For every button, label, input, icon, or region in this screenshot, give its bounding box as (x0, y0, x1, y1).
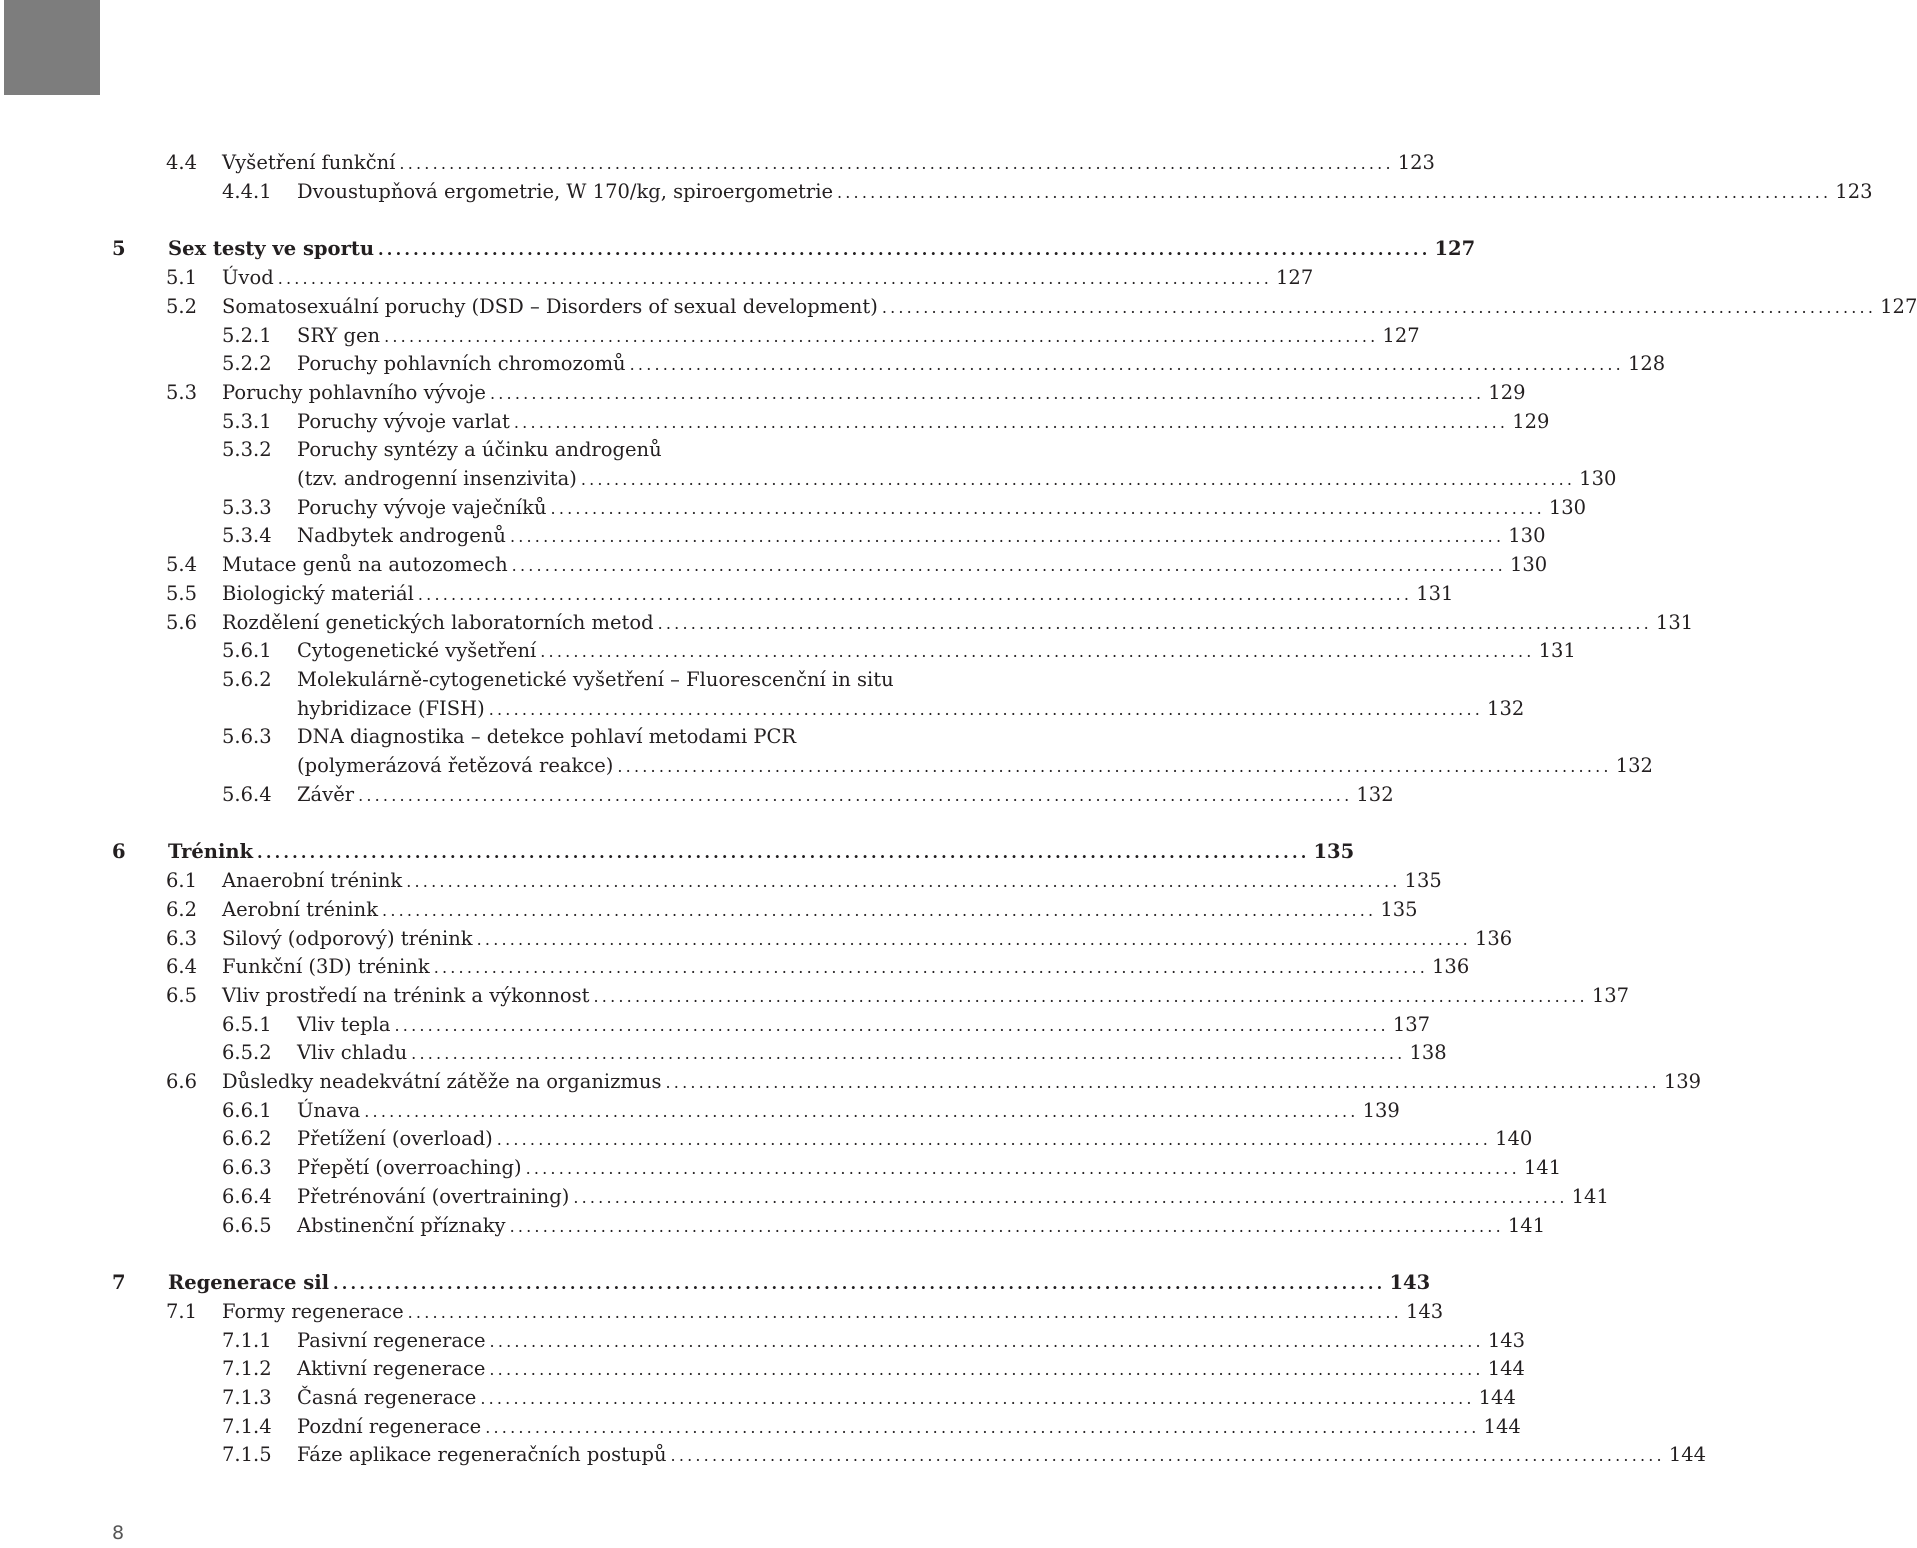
toc-entry-line (297, 1326, 1526, 1356)
toc-entry[interactable] (0, 1067, 1702, 1096)
toc-page-number: 139 (1663, 1070, 1702, 1093)
toc-leader-dots: ........................................................................................................................ (496, 1130, 1492, 1150)
toc-entry[interactable] (0, 952, 1470, 981)
toc-entry[interactable] (0, 1297, 1444, 1326)
toc-entry-continuation[interactable] (0, 694, 1525, 723)
toc-entry-line (297, 1182, 1609, 1212)
toc-entry-title: Regenerace sil (168, 1271, 330, 1295)
toc-entry-number: 5.3.3 (222, 495, 272, 519)
toc-entry-number: 6.6.1 (222, 1098, 272, 1122)
toc-page-number: 131 (1655, 610, 1694, 634)
toc-entry-number: 7 (112, 1271, 126, 1295)
toc-entry[interactable] (0, 550, 1548, 579)
toc-entry-line (297, 521, 1546, 551)
toc-leader-dots: ........................................................................................................................ (476, 929, 1471, 949)
toc-entry[interactable] (0, 177, 1873, 206)
toc-entry-number: 7.1 (166, 1299, 198, 1323)
toc-entry[interactable] (0, 1383, 1516, 1412)
toc-entry-title: Fáze aplikace regeneračních postupů (297, 1443, 667, 1467)
toc-leader-dots: ........................................................................................................................ (378, 240, 1431, 260)
toc-entry-line (297, 1412, 1521, 1442)
toc-page-number: 123 (1835, 179, 1873, 203)
toc-entry[interactable] (0, 1124, 1533, 1153)
toc-entry[interactable] (0, 1440, 1707, 1469)
toc-entry[interactable] (0, 1038, 1447, 1067)
toc-entry[interactable] (0, 636, 1576, 665)
toc-page-number: 130 (1509, 553, 1548, 577)
toc-entry-line (297, 1383, 1516, 1413)
toc-leader-dots: ........................................................................................................................ (881, 297, 1877, 317)
toc-page-number: 127 (1276, 266, 1314, 290)
toc-entry-number: 5.3.2 (222, 438, 272, 462)
toc-entry-line (168, 837, 1355, 867)
toc-entry-title: Vliv tepla (297, 1012, 391, 1036)
toc-page-number: 130 (1508, 524, 1546, 548)
toc-leader-dots: ........................................................................................................................ (509, 1216, 1504, 1236)
toc-entry[interactable] (0, 1354, 1525, 1383)
toc-page-number: 141 (1507, 1213, 1546, 1237)
toc-leader-dots: ........................................................................................................................ (489, 383, 1485, 403)
toc-entry[interactable] (0, 1096, 1400, 1125)
toc-entry-title: Únava (297, 1098, 361, 1122)
toc-entry-title-continued: (tzv. androgenní insenzivita) (297, 467, 577, 490)
toc-page-number: 130 (1548, 495, 1587, 519)
toc-entry-title: Úvod (222, 266, 274, 290)
toc-entry-line (222, 1297, 1444, 1327)
toc-entry-number: 5.2 (166, 294, 198, 318)
toc-entry-title: Formy regenerace (222, 1299, 404, 1323)
toc-entry-title: DNA diagnostika – detekce pohlaví metodami PCR (297, 725, 797, 749)
toc-entry[interactable] (0, 292, 1917, 321)
toc-entry-line (297, 694, 1525, 724)
toc-leader-dots: ........................................................................................................................ (382, 900, 1377, 920)
toc-leader-dots: ........................................................................................................................ (433, 958, 1429, 978)
toc-entry-title: Dvoustupňová ergometrie, W 170/kg, spiroergometrie (297, 179, 833, 203)
toc-entry-title: Anaerobní trénink (222, 869, 403, 893)
toc-entry-number: 6.5.2 (222, 1041, 272, 1065)
toc-entry-line (297, 349, 1666, 379)
toc-page-number: 143 (1405, 1299, 1444, 1323)
toc-entry-number: 6.6.5 (222, 1213, 272, 1237)
toc-leader-dots: ........................................................................................................................ (384, 326, 1379, 346)
toc-entry-title: Vliv prostředí na trénink a výkonnost (222, 983, 590, 1007)
toc-entry-number: 4.4 (166, 151, 198, 174)
toc-entry-number: 5.2.1 (222, 323, 272, 347)
toc-entry-line (222, 608, 1694, 638)
toc-leader-dots: ........................................................................................................................ (257, 843, 1310, 863)
toc-page-number: 144 (1483, 1414, 1521, 1438)
toc-leader-dots: ........................................................................................................................ (364, 1101, 1359, 1121)
toc-page-number: 129 (1488, 380, 1526, 404)
toc-entry-number: 5 (112, 237, 126, 261)
toc-page-number: 132 (1487, 696, 1525, 720)
toc-entry-title: Přetrénování (overtraining) (297, 1184, 570, 1208)
toc-leader-dots: ........................................................................................................................ (665, 1073, 1660, 1092)
toc-page-number: 138 (1409, 1041, 1447, 1065)
toc-entry-title: Rozdělení genetických laboratorních metod (222, 610, 654, 634)
toc-entry-line (297, 1211, 1546, 1241)
toc-leader-dots: ........................................................................................................................ (407, 1302, 1402, 1322)
toc-entry[interactable] (0, 780, 1394, 809)
toc-page-number: 140 (1495, 1127, 1533, 1151)
toc-entry-number: 6.5 (166, 983, 198, 1007)
toc-page-number: 130 (1579, 467, 1617, 490)
toc-entry-line (222, 292, 1917, 322)
toc-entry-line (297, 321, 1420, 351)
toc-page-number: 127 (1880, 294, 1917, 318)
toc-entry-number: 5.4 (166, 553, 198, 577)
toc-entry[interactable] (0, 1211, 1546, 1240)
toc-entry-line (297, 751, 1653, 781)
toc-page-number: 137 (1591, 983, 1630, 1007)
toc-page-number: 143 (1487, 1328, 1526, 1352)
toc-entry-title: SRY gen (297, 323, 381, 347)
toc-entry-line (168, 234, 1476, 264)
page-number: 8 (112, 1522, 125, 1544)
toc-entry-number: 7.1.3 (222, 1386, 272, 1409)
toc-entry-line (297, 1010, 1431, 1040)
toc-leader-dots: ........................................................................................................................ (513, 412, 1509, 432)
toc-entry-number: 7.1.1 (222, 1328, 272, 1352)
toc-leader-dots: ........................................................................................................................ (525, 1159, 1520, 1179)
toc-entry-title: Abstinenční příznaky (297, 1213, 506, 1237)
toc-entry-line (222, 924, 1513, 954)
toc-entry[interactable] (0, 722, 960, 751)
toc-entry-line (222, 579, 1454, 609)
toc-leader-dots: ........................................................................................................................ (488, 699, 1484, 719)
toc-leader-dots: ........................................................................................................................ (489, 1360, 1484, 1380)
toc-leader-dots: ........................................................................................................................ (511, 556, 1506, 576)
toc-entry-line (222, 866, 1442, 896)
toc-entry-title: Somatosexuální poruchy (DSD – Disorders of sexual development) (222, 294, 878, 318)
toc-entry-title: Poruchy vývoje vaječníků (297, 495, 547, 519)
toc-entry-number: 5.6.3 (222, 725, 272, 749)
toc-entry-number: 6.6.4 (222, 1184, 272, 1208)
toc-leader-dots: ........................................................................................................................ (480, 1389, 1475, 1408)
toc-leader-dots: ........................................................................................................................ (670, 1446, 1665, 1466)
toc-leader-dots: ........................................................................................................................ (573, 1187, 1568, 1207)
toc-leader-dots: ........................................................................................................................ (580, 470, 1576, 489)
toc-leader-dots: ........................................................................................................................ (277, 269, 1272, 289)
toc-entry-line (297, 1440, 1707, 1470)
toc-entry[interactable] (0, 378, 1526, 407)
toc-leader-dots: ........................................................................................................................ (629, 355, 1624, 375)
toc-entry-number: 4.4.1 (222, 179, 272, 203)
toc-entry-title: Mutace genů na autozomech (222, 553, 508, 577)
toc-entry-number: 6.6 (166, 1070, 198, 1093)
toc-entry[interactable] (0, 1412, 1521, 1441)
toc-entry-number: 5.2.2 (222, 352, 272, 376)
toc-entry-line (222, 981, 1630, 1011)
toc-leader-dots: ........................................................................................................................ (617, 757, 1612, 776)
toc-page-number: 131 (1416, 581, 1454, 605)
toc-page-number: 135 (1404, 869, 1442, 893)
toc-page-number: 137 (1392, 1012, 1431, 1036)
toc-page-number: 131 (1538, 639, 1576, 663)
toc-page-number: 144 (1668, 1443, 1707, 1467)
toc-entry-line (222, 1067, 1702, 1097)
toc-entry-number: 5.6 (166, 610, 198, 634)
toc-page-number: 144 (1487, 1357, 1525, 1381)
toc-entry[interactable] (0, 981, 1630, 1010)
toc-leader-dots: ........................................................................................................................ (489, 1331, 1484, 1351)
toc-page-number: 144 (1478, 1386, 1516, 1409)
toc-entry-line (297, 177, 1873, 207)
toc-entry-title: Závěr (297, 782, 355, 806)
toc-entry-number: 5.1 (166, 266, 198, 290)
toc-entry-title: Vliv chladu (297, 1041, 408, 1065)
toc-entry-title: Poruchy pohlavního vývoje (222, 380, 486, 404)
toc-chapter[interactable] (0, 234, 1476, 263)
toc-entry-line (297, 1124, 1533, 1154)
toc-entry-number: 6.3 (166, 926, 198, 950)
toc-entry[interactable] (0, 608, 1694, 637)
toc-entry-line (297, 636, 1576, 666)
toc-entry-line (297, 1354, 1525, 1384)
toc-entry-title-continued: (polymerázová řetězová reakce) (297, 754, 614, 777)
toc-entry-title: Cytogenetické vyšetření (297, 639, 537, 663)
toc-entry-number: 7.1.2 (222, 1357, 272, 1381)
toc-entry-number: 7.1.4 (222, 1414, 272, 1438)
toc-entry[interactable] (0, 1010, 1431, 1039)
toc-entry-title: Důsledky neadekvátní zátěže na organizmus (222, 1070, 662, 1093)
toc-entry-title-continued: hybridizace (FISH) (297, 696, 485, 720)
toc-entry-number: 7.1.5 (222, 1443, 272, 1467)
toc-entry-title: Pozdní regenerace (297, 1414, 482, 1438)
toc-leader-dots: ........................................................................................................................ (550, 498, 1545, 518)
toc-page-number: 136 (1432, 955, 1470, 979)
toc-leader-dots: ........................................................................................................................ (358, 785, 1353, 805)
toc-entry-line (222, 952, 1470, 982)
toc-entry-title: Poruchy syntézy a účinku androgenů (297, 438, 662, 462)
toc-chapter[interactable] (0, 837, 1355, 866)
toc-entry-number: 5.6.4 (222, 782, 272, 806)
toc-entry-title: Poruchy vývoje varlat (297, 409, 510, 433)
toc-leader-dots: ........................................................................................................................ (399, 154, 1394, 173)
toc-entry-number: 5.3.1 (222, 409, 272, 433)
toc-entry-title: Přepětí (overroaching) (297, 1156, 522, 1180)
toc-entry-continuation[interactable] (0, 751, 1653, 780)
toc-page-number: 129 (1512, 409, 1550, 433)
toc-entry[interactable] (0, 493, 1587, 522)
toc-leader-dots: ........................................................................................................................ (417, 584, 1413, 604)
toc-entry-line (297, 493, 1587, 523)
toc-entry-number: 5.3.4 (222, 524, 272, 548)
toc-leader-dots: ........................................................................................................................ (657, 613, 1652, 633)
toc-entry-title: Aktivní regenerace (297, 1357, 486, 1381)
toc-page-number: 132 (1615, 754, 1653, 777)
toc-page-number: 141 (1523, 1156, 1562, 1180)
toc-entry-title: Pasivní regenerace (297, 1328, 486, 1352)
toc-leader-dots: ........................................................................................................................ (836, 182, 1832, 202)
toc-entry-title: Aerobní trénink (222, 897, 379, 921)
toc-entry[interactable] (0, 349, 1666, 378)
toc-entry-number: 5.6.2 (222, 667, 272, 691)
toc-leader-dots: ........................................................................................................................ (509, 527, 1505, 547)
toc-entry-title: Trénink (168, 840, 254, 864)
toc-leader-dots: ........................................................................................................................ (540, 642, 1535, 662)
toc-entry[interactable] (0, 263, 1314, 292)
toc-entry-title: Molekulárně-cytogenetické vyšetření – Fluorescenční in situ (297, 667, 894, 691)
toc-page-number: 135 (1313, 840, 1355, 864)
toc-entry-line (222, 263, 1314, 293)
toc-entry-title: Silový (odporový) trénink (222, 926, 473, 950)
toc-entry-number: 6 (112, 840, 126, 864)
corner-tab (4, 0, 100, 95)
toc-entry[interactable] (0, 895, 1418, 924)
toc-leader-dots: ........................................................................................................................ (406, 872, 1401, 892)
toc-page-number: 141 (1571, 1184, 1609, 1208)
toc-entry-title: Přetížení (overload) (297, 1127, 493, 1151)
toc-entry-line (168, 1268, 1431, 1298)
toc-entry[interactable] (0, 1153, 1562, 1182)
toc-entry[interactable] (0, 321, 1420, 350)
toc-entry-number: 6.1 (166, 869, 198, 893)
toc-entry-number: 5.3 (166, 380, 198, 404)
toc-entry-line (222, 550, 1548, 580)
toc-page-number: 132 (1356, 782, 1394, 806)
toc-entry-title: Časná regenerace (297, 1386, 477, 1409)
toc-page-number: 136 (1474, 926, 1513, 950)
toc-entry[interactable] (0, 1326, 1526, 1355)
toc-entry[interactable] (0, 665, 960, 694)
toc-leader-dots: ........................................................................................................................ (333, 1274, 1386, 1294)
toc-entry[interactable] (0, 579, 1454, 608)
toc-page-number: 139 (1362, 1098, 1400, 1122)
toc-chapter[interactable] (0, 1268, 1431, 1297)
toc-entry[interactable] (0, 924, 1513, 953)
toc-entry-line (222, 895, 1418, 925)
toc-entry-title: Poruchy pohlavních chromozomů (297, 352, 626, 376)
toc-page-number: 135 (1380, 897, 1418, 921)
toc-leader-dots: ........................................................................................................................ (394, 1015, 1389, 1035)
toc-page-number: 127 (1434, 237, 1476, 261)
toc-leader-dots: ........................................................................................................................ (593, 986, 1588, 1006)
toc-page-number: 143 (1389, 1271, 1431, 1295)
toc-page-number: 127 (1382, 323, 1420, 347)
toc-leader-dots: ........................................................................................................................ (411, 1044, 1406, 1064)
toc-entry[interactable] (0, 435, 960, 464)
toc-entry-number: 6.4 (166, 955, 198, 979)
toc-entry-title: Sex testy ve sportu (168, 237, 375, 261)
toc-entry-line (297, 1153, 1562, 1183)
toc-entry[interactable] (0, 521, 1546, 550)
toc-entry-title: Nadbytek androgenů (297, 524, 506, 548)
toc-entry[interactable] (0, 407, 1550, 436)
toc-entry-line (297, 1096, 1400, 1126)
toc-entry[interactable] (0, 866, 1442, 895)
toc-page-number: 123 (1397, 151, 1435, 174)
toc-entry-title: Funkční (3D) trénink (222, 955, 430, 979)
toc-entry-number: 5.5 (166, 581, 198, 605)
toc-entry[interactable] (0, 1182, 1609, 1211)
toc-leader-dots: ........................................................................................................................ (485, 1417, 1480, 1437)
toc-entry-title: Biologický materiál (222, 581, 414, 605)
toc-entry-line (222, 148, 1435, 178)
toc-page-number: 128 (1627, 352, 1666, 376)
toc-entry-line (297, 407, 1550, 437)
toc-entry-title: Vyšetření funkční (222, 151, 396, 174)
toc-entry-number: 6.6.3 (222, 1156, 272, 1180)
toc-entry-line (297, 780, 1394, 810)
toc-entry-line (297, 1038, 1447, 1068)
toc-entry-number: 6.2 (166, 897, 198, 921)
toc-entry-number: 5.6.1 (222, 639, 272, 663)
toc-entry[interactable] (0, 148, 1435, 177)
toc-entry-number: 6.6.2 (222, 1127, 272, 1151)
toc-entry-continuation[interactable] (0, 464, 1617, 493)
toc-entry-line (297, 464, 1617, 494)
toc-entry-line (222, 378, 1526, 408)
toc-entry-number: 6.5.1 (222, 1012, 272, 1036)
